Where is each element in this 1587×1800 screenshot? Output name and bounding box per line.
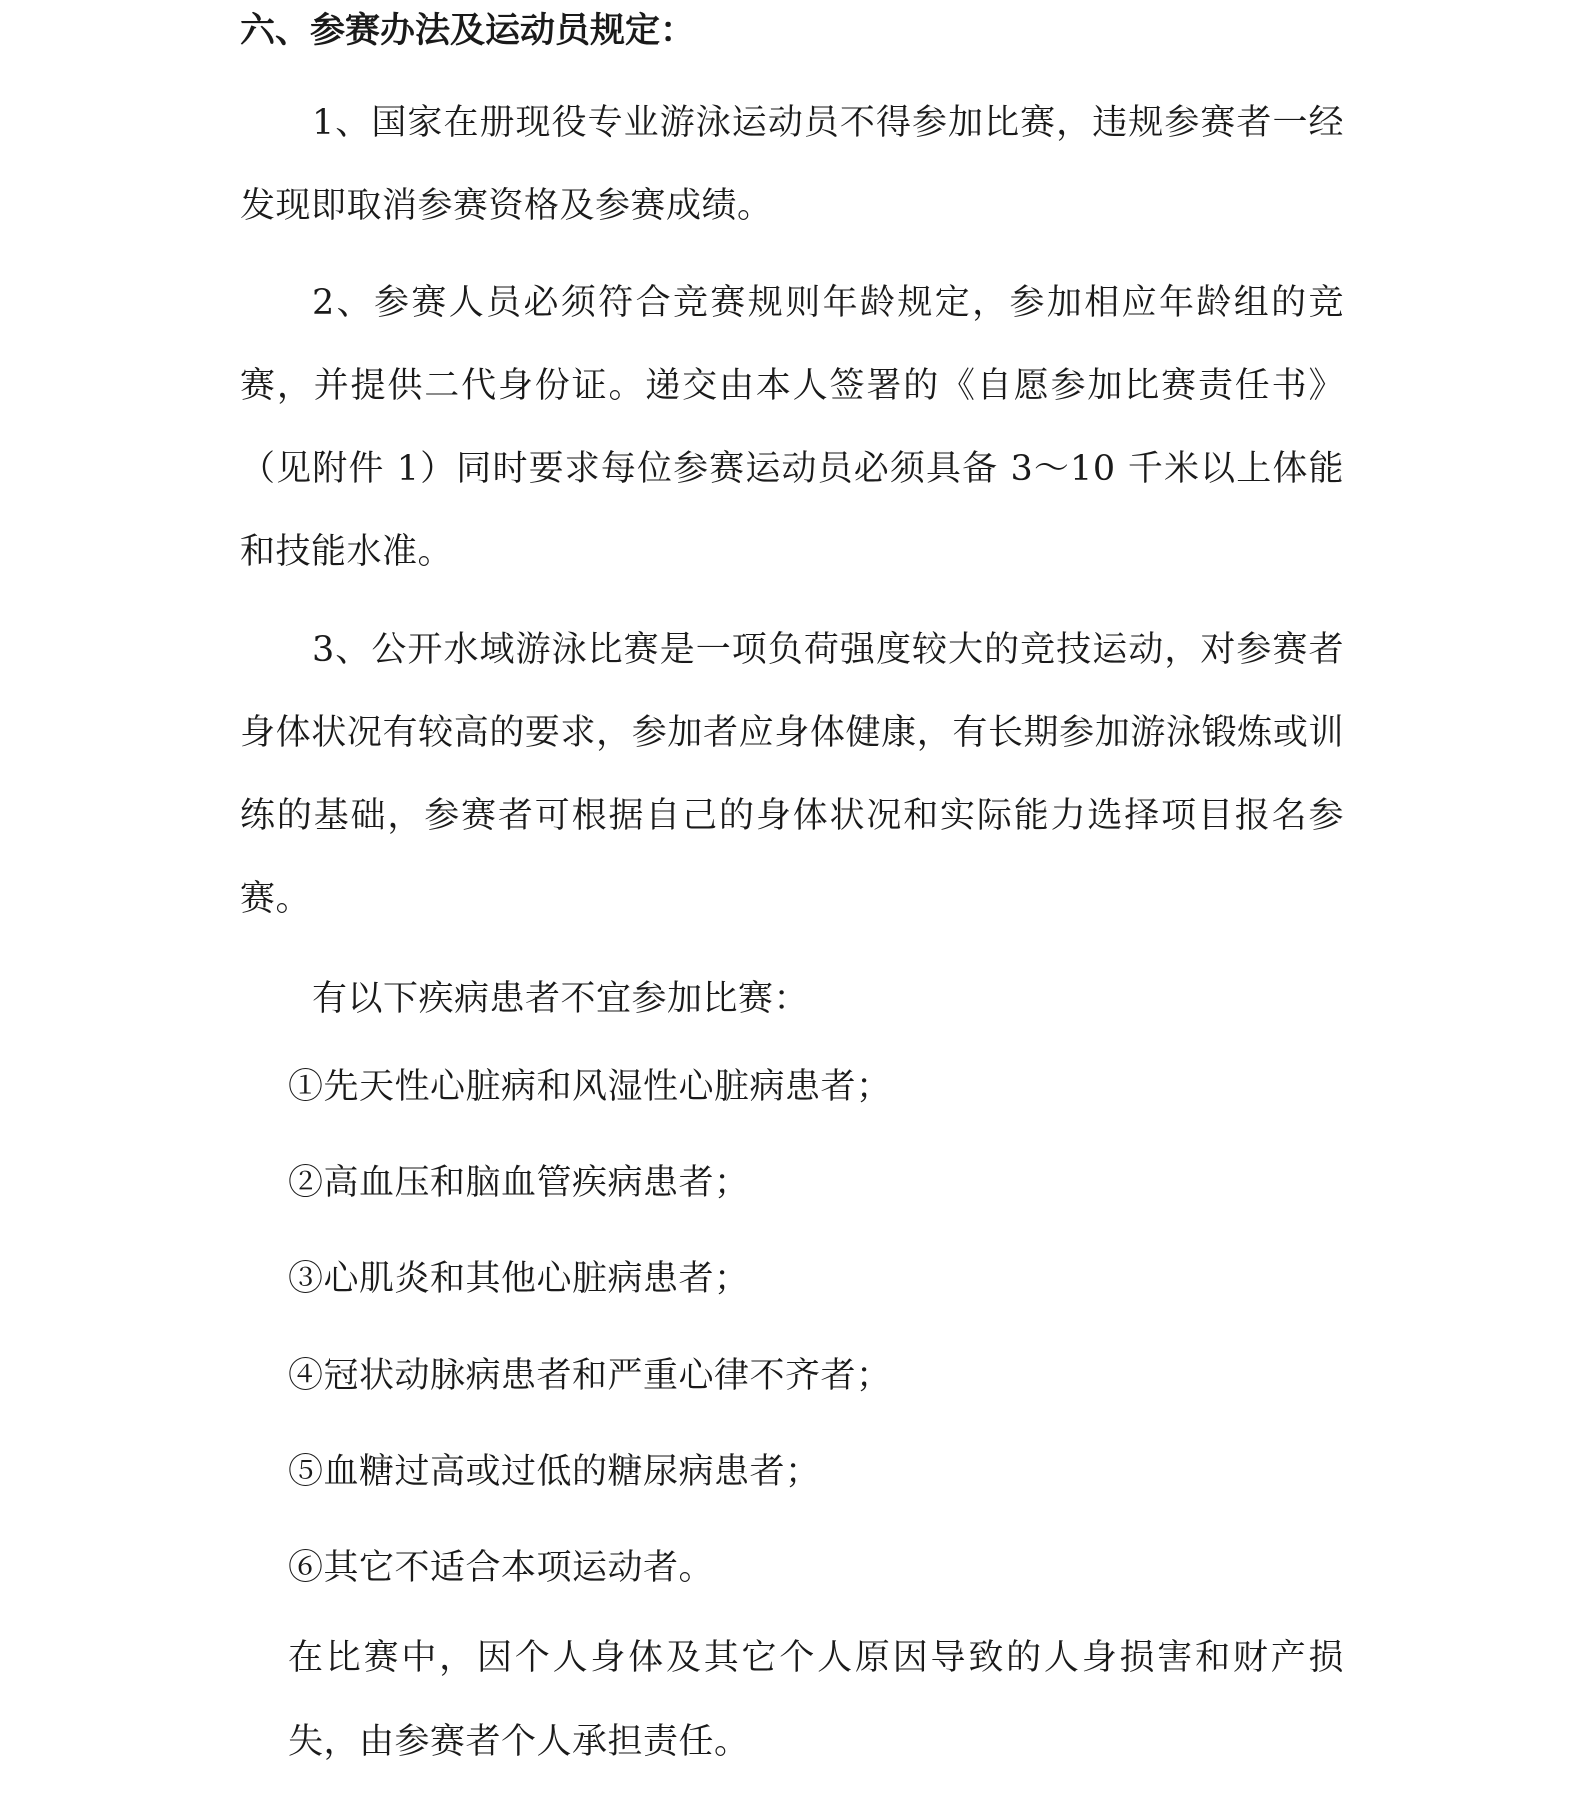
disease-item-6: ⑥其它不适合本项运动者。 bbox=[288, 1548, 715, 1588]
rule-paragraph-2 bbox=[240, 262, 1344, 594]
disease-item-3: ③心肌炎和其他心脏病患者； bbox=[288, 1259, 750, 1299]
disease-item-5: ⑤血糖过高或过低的糖尿病患者； bbox=[288, 1452, 821, 1492]
rule-paragraph-1 bbox=[240, 82, 1344, 248]
rule-text-2: 2、参赛人员必须符合竞赛规则年龄规定，参加相应年龄组的竞赛，并提供二代身份证。递交由本人签署的《自愿参加比赛责任书》（见附件 1）同时要求每位参赛运动员必须具备 3～10 千米以上体能和技能水准。 bbox=[240, 283, 1344, 572]
disease-item-2: ②高血压和脑血管疾病患者； bbox=[288, 1163, 750, 1203]
rule-text-1: 1、国家在册现役专业游泳运动员不得参加比赛，违规参赛者一经发现即取消参赛资格及参赛成绩。 bbox=[240, 103, 1344, 226]
rule-text-3: 3、公开水域游泳比赛是一项负荷强度较大的竞技运动，对参赛者身体状况有较高的要求，参加者应身体健康，有长期参加游泳锻炼或训练的基础，参赛者可根据自己的身体状况和实际能力选择项目报名参赛。 bbox=[240, 630, 1344, 919]
disease-item-4: ④冠状动脉病患者和严重心律不齐者； bbox=[288, 1356, 892, 1396]
closing-paragraph: 在比赛中，因个人身体及其它个人原因导致的人身损害和财产损失，由参赛者个人承担责任。 bbox=[288, 1638, 1344, 1762]
disease-intro-text: 有以下疾病患者不宜参加比赛： bbox=[312, 979, 810, 1019]
section-heading: 六、参赛办法及运动员规定： bbox=[240, 11, 696, 51]
disease-item-1: ①先天性心脏病和风湿性心脏病患者； bbox=[288, 1067, 892, 1107]
disease-intro bbox=[240, 958, 1344, 1041]
rule-paragraph-3 bbox=[240, 609, 1344, 941]
